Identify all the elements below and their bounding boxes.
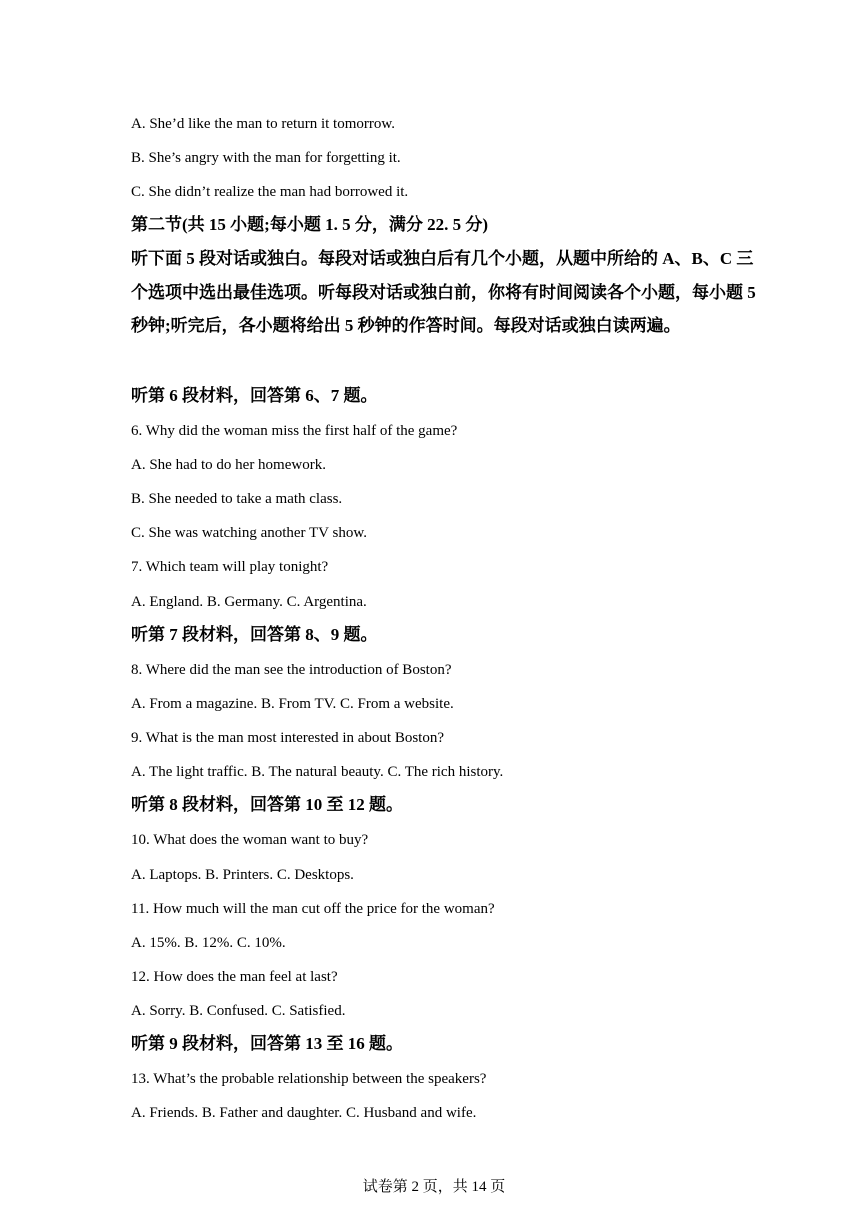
section-instructions: 听下面 5 段对话或独白。每段对话或独白后有几个小题，从题中所给的 A、B、C 三个选项中选出最佳选项。听每段对话或独白前，你将有时间阅读各个小题，每小题 5 秒钟;听完后，各小题将给出 5 秒钟的作答时间。每段对话或独白读两遍。 (131, 249, 756, 335)
section-heading: 第二节(共 15 小题;每小题 1. 5 分，满分 22. 5 分) (131, 215, 488, 234)
q13-options: A. Friends. B. Father and daughter. C. Husband and wife. (131, 1105, 477, 1121)
material-9-heading: 听第 9 段材料，回答第 13 至 16 题。 (131, 1034, 403, 1053)
option-a-prev: A. She’d like the man to return it tomorrow. (131, 116, 395, 132)
q6-option-b: B. She needed to take a math class. (131, 491, 343, 507)
q6-option-c: C. She was watching another TV show. (131, 525, 367, 541)
q10-options: A. Laptops. B. Printers. C. Desktops. (131, 867, 354, 883)
question-7: 7. Which team will play tonight? (131, 559, 329, 575)
question-11: 11. How much will the man cut off the price for the woman? (131, 901, 495, 917)
question-12: 12. How does the man feel at last? (131, 969, 338, 985)
question-13: 13. What’s the probable relationship between the speakers? (131, 1071, 487, 1087)
material-8-heading: 听第 8 段材料，回答第 10 至 12 题。 (131, 795, 403, 814)
q8-options: A. From a magazine. B. From TV. C. From a website. (131, 696, 454, 712)
question-10: 10. What does the woman want to buy? (131, 832, 369, 848)
q6-option-a: A. She had to do her homework. (131, 457, 326, 473)
page-footer: 试卷第 2 页，共 14 页 (362, 1179, 506, 1195)
question-6: 6. Why did the woman miss the first half of the game? (131, 423, 458, 439)
material-6-heading: 听第 6 段材料，回答第 6、7 题。 (131, 386, 378, 405)
q7-options: A. England. B. Germany. C. Argentina. (131, 594, 367, 610)
q12-options: A. Sorry. B. Confused. C. Satisfied. (131, 1003, 346, 1019)
q11-options: A. 15%. B. 12%. C. 10%. (131, 935, 286, 951)
question-8: 8. Where did the man see the introduction of Boston? (131, 662, 452, 678)
option-b-prev: B. She’s angry with the man for forgetting it. (131, 150, 401, 166)
question-9: 9. What is the man most interested in about Boston? (131, 730, 445, 746)
option-c-prev: C. She didn’t realize the man had borrowed it. (131, 184, 409, 200)
q9-options: A. The light traffic. B. The natural beauty. C. The rich history. (131, 764, 504, 780)
material-7-heading: 听第 7 段材料，回答第 8、9 题。 (131, 625, 378, 644)
